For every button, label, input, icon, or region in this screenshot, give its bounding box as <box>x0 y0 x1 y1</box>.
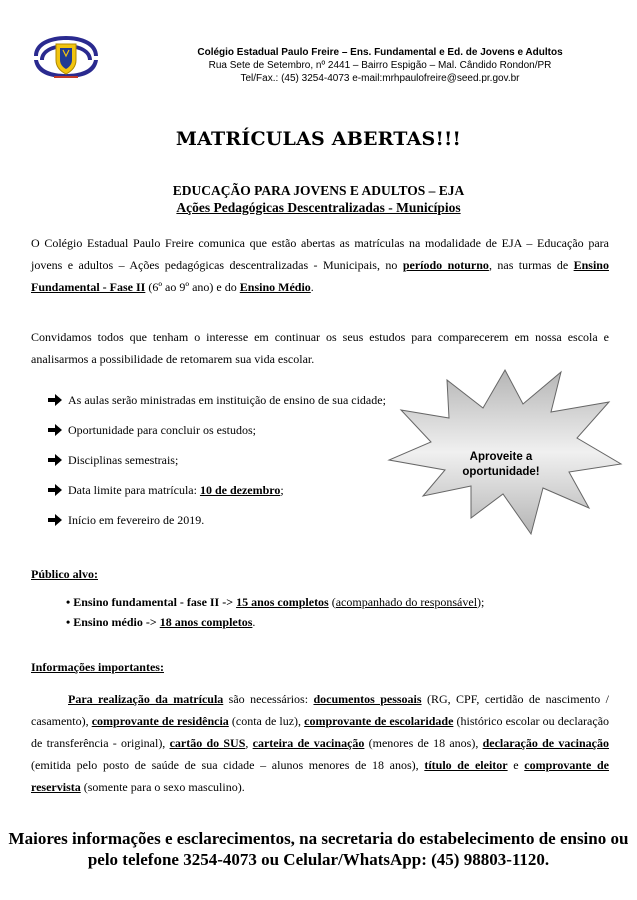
info-text: , <box>245 736 253 750</box>
info-emph: documentos pessoais <box>313 692 422 706</box>
info-paragraph <box>31 688 609 798</box>
school-contact: Tel/Fax.: (45) 3254-4073 e-mail:mrhpaulofreire@seed.pr.gov.br <box>240 73 520 84</box>
burst-text-line-1: Aproveite a <box>469 451 533 463</box>
intro-text: (6º ao 9º ano) e do <box>145 280 240 294</box>
publico-text: ( <box>328 595 336 609</box>
burst-text-line-2: oportunidade! <box>462 466 540 478</box>
intro-paragraph <box>31 232 609 298</box>
bullet-text: Início em fevereiro de 2019. <box>68 513 205 527</box>
bullet-text <box>68 480 284 500</box>
info-text: (somente para o sexo masculino). <box>80 780 245 794</box>
publico-note: acompanhado do responsável <box>335 595 478 609</box>
school-address: Rua Sete de Setembro, nº 2441 – Bairro Espigão – Mal. Cândido Rondon/PR <box>208 60 552 71</box>
list-item <box>66 592 484 612</box>
publico-text: ); <box>477 595 485 609</box>
info-emph: título de eleitor <box>424 758 508 772</box>
publico-heading: Público alvo: <box>31 567 99 581</box>
deadline-date: 10 de dezembro <box>199 483 281 497</box>
info-emph: declaração de vacinação <box>482 736 610 750</box>
starburst-callout <box>383 368 623 536</box>
subtitle-line-1: EDUCAÇÃO PARA JOVENS E ADULTOS – EJA <box>172 183 465 198</box>
publico-list <box>66 592 484 632</box>
arrow-right-icon <box>48 484 62 496</box>
list-item <box>66 612 484 632</box>
info-text: (emitida pelo posto de saúde de sua cidade – alunos menores de 18 anos), <box>31 758 425 772</box>
intro-period: período noturno <box>402 258 489 272</box>
info-emph: comprovante de residência <box>91 714 229 728</box>
intro-medio: Ensino Médio <box>239 280 311 294</box>
info-emph: carteira de vacinação <box>252 736 365 750</box>
arrow-right-icon <box>48 514 62 526</box>
bullet-text-part: ; <box>280 483 284 497</box>
publico-text: . <box>252 615 256 629</box>
subtitle <box>0 182 637 216</box>
bullet-text: Oportunidade para concluir os estudos; <box>68 423 256 437</box>
school-name: Colégio Estadual Paulo Freire – Ens. Fundamental e Ed. de Jovens e Adultos <box>197 47 563 58</box>
arrow-right-icon <box>48 394 62 406</box>
info-emph: cartão do SUS <box>169 736 246 750</box>
arrow-right-icon <box>48 424 62 436</box>
intro-fundamental: Ensino Fundamental - Fase II <box>31 258 609 294</box>
bullet-text-part: Data limite para matrícula: <box>68 483 200 497</box>
list-item <box>48 505 428 535</box>
bullet-text: Disciplinas semestrais; <box>68 453 179 467</box>
bullet-list <box>48 385 428 535</box>
info-text: são necessários: <box>223 692 314 706</box>
info-emph: comprovante de escolaridade <box>304 714 454 728</box>
publico-text: • Ensino médio -> <box>66 615 160 629</box>
info-text: (RG, CPF, certidão de nascimento / casamento), <box>31 692 609 728</box>
page-title: MATRÍCULAS ABERTAS!!! <box>175 128 462 150</box>
info-emph: Para realização da matrícula <box>68 692 224 706</box>
intro-text: , nas turmas de <box>488 258 574 272</box>
arrow-right-icon <box>48 454 62 466</box>
intro-text: O Colégio Estadual Paulo Freire comunica que estão abertas as matrículas na modalidade de EJA – Educação para jovens e adultos – Ações pedagógicas descentralizadas - Municipais, no <box>31 236 609 272</box>
info-text: (menores de 18 anos), <box>364 736 483 750</box>
publico-age: 15 anos completos <box>236 595 329 609</box>
bullet-text: As aulas serão ministradas em instituição de ensino de sua cidade; <box>68 393 386 407</box>
intro-text: . <box>310 280 314 294</box>
info-text: (histórico escolar ou declaração de transferência - original), <box>31 714 610 750</box>
info-heading: Informações importantes: <box>31 660 164 674</box>
subtitle-line-2: Ações Pedagógicas Descentralizadas - Municípios <box>176 200 461 215</box>
invite-paragraph: Convidamos todos que tenham o interesse em continuar os seus estudos para comparecerem em nossa escola e analisarmos a possibilidade de retomarem sua vida escolar. <box>31 330 609 366</box>
info-emph: comprovante de reservista <box>31 758 610 794</box>
list-item <box>48 445 428 475</box>
list-item <box>48 475 428 505</box>
footer-contact: Maiores informações e esclarecimentos, na secretaria do estabelecimento de ensino ou pelo telefone 3254-4073 ou Celular/WhatsApp: (45) 98803-1120. <box>8 829 629 869</box>
list-item <box>48 415 428 445</box>
publico-age: 18 anos completos <box>159 615 253 629</box>
list-item <box>48 385 428 415</box>
header <box>0 46 637 85</box>
publico-text: • Ensino fundamental - fase II -> <box>66 595 237 609</box>
info-text: (conta de luz), <box>228 714 305 728</box>
info-text: e <box>507 758 525 772</box>
